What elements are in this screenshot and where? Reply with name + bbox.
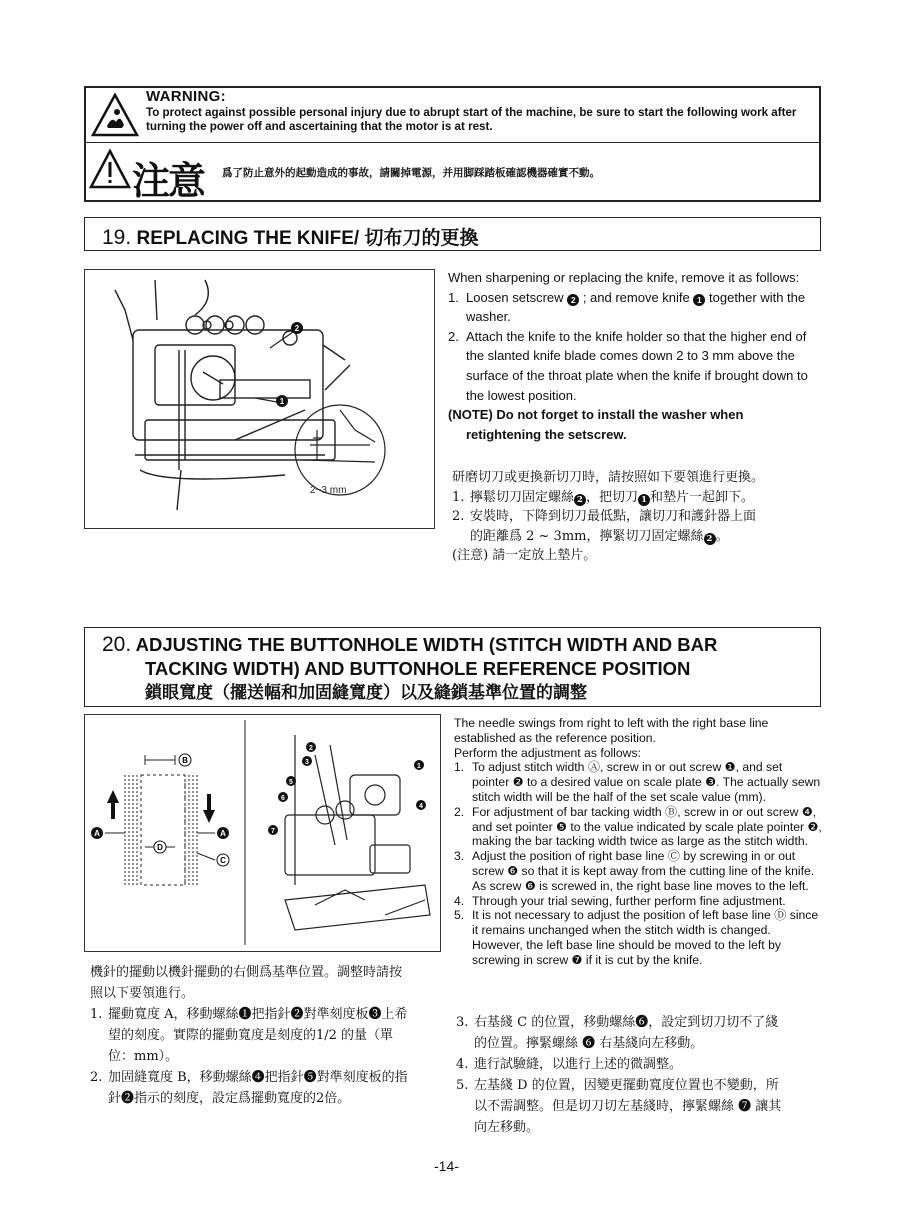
section-19-text (448, 268, 820, 444)
section-20-number: 20. (102, 633, 132, 656)
section-19-note: (NOTE) Do not forget to install the washer when retightening the setscrew. (448, 407, 744, 442)
knife-replacement-diagram (85, 270, 434, 528)
svg-text:6: 6 (281, 795, 285, 802)
svg-text:3: 3 (305, 759, 309, 766)
svg-text:1: 1 (279, 397, 285, 406)
warning-title: WARNING: (146, 88, 226, 105)
svg-text:1: 1 (417, 763, 421, 770)
section-19-step-1-zh: 1. 擰鬆切刀固定螺絲 2 ，把切刀 1 和墊片一起卸下。 (452, 489, 755, 505)
svg-text:2: 2 (309, 745, 313, 752)
section-20-intro-zh: 機針的擺動以機針擺動的右側爲基準位置。調整時請按照以下要領進行。 (90, 965, 403, 1001)
svg-text:A: A (220, 829, 226, 838)
caution-triangle-icon (88, 148, 132, 190)
section-20-step-5: 5. It is not necessary to adjust the position of left base line Ⓓ since it remains unchanged when the stitch width is changed. However, the left base line should be moved to the left by screwing in screw ❼ if it is cut by the knife. (454, 908, 819, 967)
section-20-step-4: 4. Through your trial sewing, further perform fine adjustment. (454, 893, 786, 908)
callout-1-icon: 1 (693, 294, 705, 306)
section-19-step-1: 1. Loosen setscrew 2 ; and remove knife 1 together with the washer. (448, 289, 806, 325)
section-19-note-zh: (注意) 請一定放上墊片。 (452, 548, 597, 563)
section-20-text-zh-right (456, 1012, 786, 1138)
svg-text:B: B (182, 756, 188, 765)
svg-text:A: A (94, 829, 100, 838)
warning-text: To protect against possible personal injury due to abrupt start of the machine, be sure to start the following work after turning the power off and ascertaining that the motor is at rest. (146, 106, 797, 133)
section-20-step-3: 3. Adjust the position of right base line Ⓒ by screwing in or out screw ❻ so that it is kept away from the cutting line of the knife. As screw ❻ is screwed in, the right base line moves to the left. (454, 849, 815, 893)
svg-text:7: 7 (271, 828, 275, 835)
knife-figure (84, 269, 435, 529)
svg-text:C: C (220, 856, 226, 865)
section-20-intro-2: Perform the adjustment as follows: (454, 745, 641, 760)
section-20-step-2: 2. For adjustment of bar tacking width Ⓑ, screw in or out screw ❹, and set pointer ❺ to the value indicated by scale plate pointer ❷, making the bar tacking width twice as large as the stitch width. (454, 804, 822, 849)
svg-text:D: D (157, 843, 163, 852)
section-19-step-2-zh: 2. 安裝時，下降到切刀最低點，讓切刀和護針器上面 的距離爲 2 ~ 3mm，擰緊切刀固定螺絲 2 。 (452, 509, 757, 544)
svg-text:2: 2 (294, 324, 300, 333)
section-20-step-2-zh: 2. 加固縫寬度 B，移動螺絲❹把指針❺對準刻度板的指針❷指示的刻度，設定爲擺動寬度的2倍。 (90, 1070, 408, 1106)
section-19-step-2: 2. Attach the knife to the knife holder so that the higher end of the slanted knife blade comes down 2 to 3 mm above the surface of the throat plate when the knife if brought down to the lowest position. (448, 328, 808, 403)
warning-text-zh: 爲了防止意外的起動造成的事故，請關掉電源，并用脚踩踏板確認機器確實不動。 (222, 167, 600, 179)
page-number: -14- (434, 1158, 459, 1174)
caution-label-zh: 注意 (132, 159, 205, 203)
section-19-title (102, 223, 479, 250)
section-20-intro: The needle swings from right to left with the right base line established as the reference position. (454, 716, 769, 745)
section-20-text (454, 716, 822, 968)
warning-triangle-icon (90, 92, 140, 138)
buttonhole-figure (84, 714, 441, 952)
callout-2-icon: 2 (567, 294, 579, 306)
section-19-number: 19. (102, 226, 132, 249)
section-19-intro: When sharpening or replacing the knife, remove it as follows: (448, 270, 800, 285)
warning-divider (84, 142, 821, 143)
section-20-step-1: 1. To adjust stitch width Ⓐ, screw in or out screw ❶, and set pointer ❷ to a desired value on scale plate ❸. The actually sewn stitch width will be the half of the set scale value (mm). (454, 760, 821, 804)
gap-dimension-label: 2~3 mm (310, 485, 347, 496)
section-19-title-text: REPLACING THE KNIFE/ 切布刀的更換 (136, 228, 479, 249)
section-20-step-3-zh: 3. 右基綫 C 的位置，移動螺絲❻，設定到切刀切不了綫的位置。擰緊螺絲 ❻ 右基綫向左移動。 (456, 1015, 779, 1051)
section-19-intro-zh: 研磨切刀或更換新切刀時，請按照如下要領進行更換。 (452, 470, 765, 485)
section-19-text-zh (452, 468, 812, 566)
section-20-title: 20. ADJUSTING THE BUTTONHOLE WIDTH (STITCH WIDTH AND BAR TACKING WIDTH) AND BUTTONHOLE REFERENCE POSITION 鎖眼寬度（擺送幅和加固縫寬度）以及縫鎖基準位置的調整 (102, 633, 718, 702)
section-20-step-1-zh: 1. 擺動寬度 A，移動螺絲❶把指針❷對準刻度板❸上希望的刻度。實際的擺動寬度是刻度的1/2 的量（單位：mm）。 (90, 1007, 408, 1064)
section-20-text-zh-left (90, 962, 410, 1109)
svg-text:5: 5 (289, 779, 293, 786)
section-20-step-4-zh: 4. 進行試驗縫，以進行上述的微調整。 (456, 1057, 683, 1072)
buttonhole-diagram (85, 715, 440, 951)
section-20-step-5-zh: 5. 左基綫 D 的位置，因變更擺動寬度位置也不變動，所以不需調整。但是切刀切左基綫時，擰緊螺絲 ❼ 讓其向左移動。 (456, 1078, 782, 1135)
svg-text:4: 4 (419, 803, 423, 810)
